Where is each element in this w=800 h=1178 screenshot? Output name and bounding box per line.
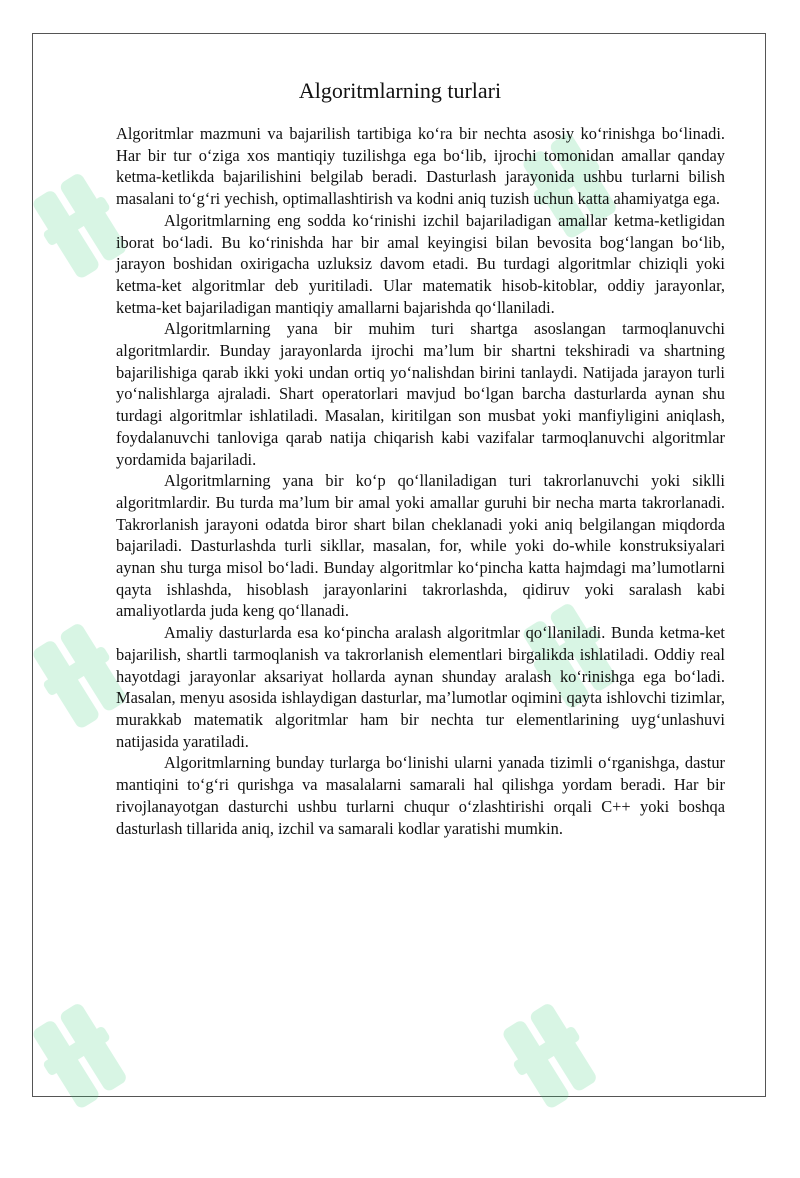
document-body xyxy=(116,123,725,839)
paragraph: Algoritmlarning yana bir muhim turi shartga asoslangan tarmoqlanuvchi algoritmlardir. Bunday jarayonlarda ijrochi ma’lum bir shartni tekshiradi va shartning bajarilishiga qarab ikki yoki undan ortiq yo‘nalishdan birini tanlaydi. Natijada jarayon turli yo‘nalishlarga ajraladi. Shart operatorlari mavjud bo‘lgan barcha dasturlarda aynan shu turdagi algoritmlar ishlatiladi. Masalan, kiritilgan son musbat yoki manfiyligini aniqlash, foydalanuvchi tanloviga qarab natija chiqarish kabi vazifalar tarmoqlanuvchi algoritmlar yordamida bajariladi. xyxy=(116,319,725,469)
paragraph: Algoritmlarning yana bir ko‘p qo‘llaniladigan turi takrorlanuvchi yoki siklli algoritmlardir. Bu turda ma’lum bir amal yoki amallar guruhi bir necha marta takrorlanadi. Takrorlanish jarayoni odatda biror shart bilan cheklanadi yoki aniq belgilangan miqdorda bajariladi. Dasturlashda turli sikllar, masalan, for, while yoki do-while konstruksiyalari aynan shu turga misol bo‘ladi. Bunday algoritmlar ko‘pincha katta hajmdagi ma’lumotlarni qayta ishlashda, hisoblash jarayonlarini takrorlashda, qidiruv yoki saralash kabi amaliyotlarda juda keng qo‘llanadi. xyxy=(116,471,725,621)
paragraph: Amaliy dasturlarda esa ko‘pincha aralash algoritmlar qo‘llaniladi. Bunda ketma-ket bajarilish, shartli tarmoqlanish va takrorlanish elementlari birgalikda ishlatiladi. Oddiy real hayotdagi jarayonlar aksariyat hollarda aynan shunday aralash ko‘rinishga ega bo‘ladi. Masalan, menyu asosida ishlaydigan dasturlar, ma’lumotlar oqimini qayta ishlovchi tizimlar, murakkab matematik algoritmlar ham bir nechta tur elementlarining uyg‘unlashuvi natijasida yaratiladi. xyxy=(116,623,725,751)
document-title: Algoritmlarning turlari xyxy=(298,78,502,103)
paragraph: Algoritmlar mazmuni va bajarilish tartibiga ko‘ra bir nechta asosiy ko‘rinishga bo‘linadi. Har bir tur o‘ziga xos mantiqiy tuzilishga ega bo‘lib, ijrochi tomonidan amallar qanday ketma-ketlikda bajarilishini belgilab beradi. Dasturlash jarayonida ushbu turlarni bilish masalani to‘g‘ri yechish, optimallashtirish va kodni aniq tuzish uchun katta ahamiyatga ega. xyxy=(116,124,725,209)
paragraph: Algoritmlarning bunday turlarga bo‘linishi ularni yanada tizimli o‘rganishga, dastur mantiqini to‘g‘ri qurishga va masalalarni samarali hal qilishga yordam beradi. Har bir rivojlanayotgan dasturchi ushbu turlarni chuqur o‘zlashtirishi orqali C++ yoki boshqa dasturlash tillarida aniq, izchil va samarali kodlar yaratishi mumkin. xyxy=(116,753,725,838)
paragraph: Algoritmlarning eng sodda ko‘rinishi izchil bajariladigan amallar ketma-ketligidan iborat bo‘ladi. Bu ko‘rinishda har bir amal keyingisi bilan bevosita bog‘langan bo‘lib, jarayon boshidan oxirigacha uzluksiz davom etadi. Bu turdagi algoritmlar chiziqli yoki ketma-ket algoritmlar deb yuritiladi. Ular matematik hisob-kitoblar, oddiy jarayonlar, ketma-ket bajariladigan mantiqiy amallarni bajarishda qo‘llaniladi. xyxy=(116,210,725,317)
